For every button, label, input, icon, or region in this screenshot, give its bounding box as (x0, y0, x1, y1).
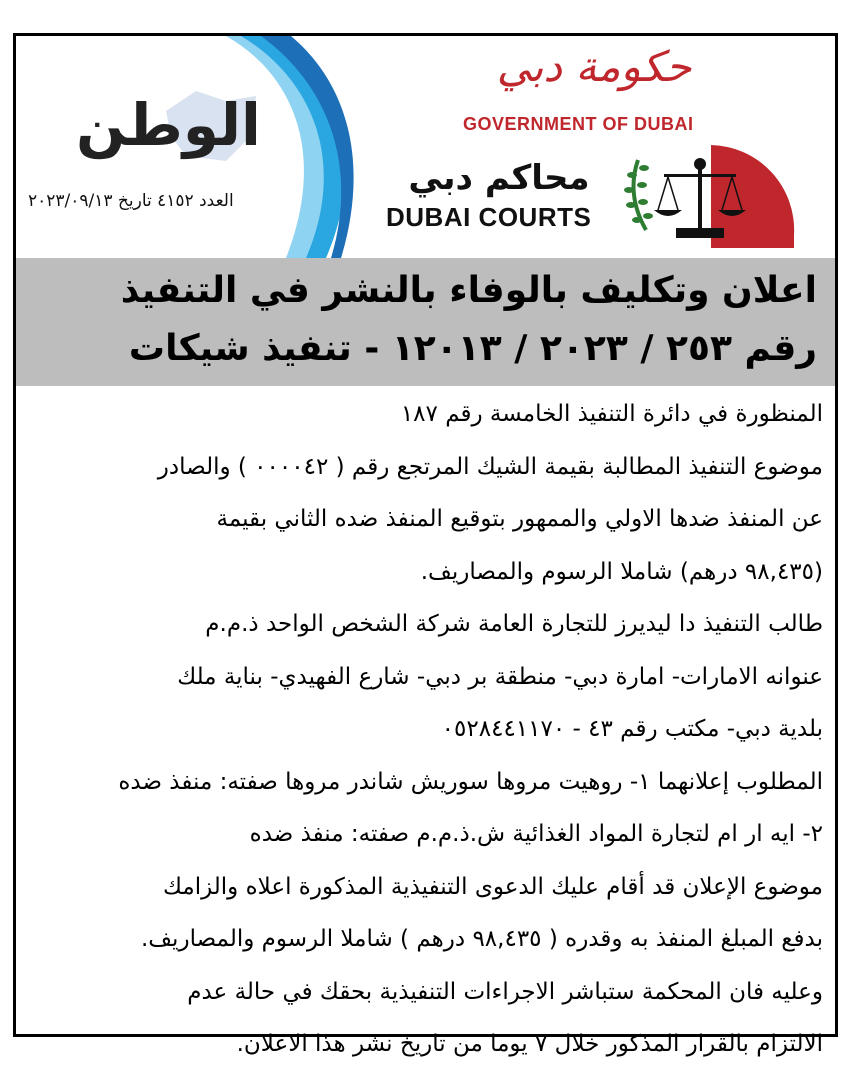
body-line: موضوع الإعلان قد أقام عليك الدعوى التنفيذية المذكورة اعلاه والزامك (162, 873, 823, 900)
newspaper-logo: الوطن (76, 91, 261, 159)
scales-of-justice-emblem-icon (616, 140, 796, 250)
courts-name-english: DUBAI COURTS (386, 202, 592, 232)
body-line: المطلوب إعلانهما ١- روهيت مروها سوريش شاندر مروها صفته: منفذ ضده (118, 768, 823, 795)
body-line: (٩٨,٤٣٥ درهم) شاملا الرسوم والمصاريف. (420, 558, 823, 585)
body-line: طالب التنفيذ دا ليديرز للتجارة العامة شركة الشخص الواحد ذ.م.م (205, 611, 823, 637)
body-line: موضوع التنفيذ المطالبة بقيمة الشيك المرتجع رقم ( ٠٠٠٠٤٢ ) والصادر (157, 453, 823, 480)
body-line: المنظورة في دائرة التنفيذ الخامسة رقم ١٨٧ (400, 401, 823, 427)
announcement-body (23, 388, 823, 1071)
body-line: الالتزام بالقرار المذكور خلال ٧ يوما من تاريخ نشر هذا الاعلان. (236, 1031, 823, 1057)
body-line: بلدية دبي- مكتب رقم ٤٣ - ٠٥٢٨٤٤١١٧٠ (441, 716, 823, 742)
body-line: وعليه فان المحكمة ستباشر الاجراءات التنفيذية بحقك في حالة عدم (187, 978, 823, 1005)
government-logo-english: GOVERNMENT OF DUBAI (463, 114, 694, 134)
body-line: بدفع المبلغ المنفذ به وقدره ( ٩٨,٤٣٥ درهم ) شاملا الرسوم والمصاريف. (140, 926, 823, 952)
courts-name-arabic: محاكم دبي (408, 158, 590, 198)
government-logo-arabic: حكومة دبي (496, 42, 692, 91)
announcement-frame (13, 33, 838, 1057)
body-line: عنوانه الامارات- امارة دبي- منطقة بر دبي- شارع الفهيدي- بناية ملك (177, 663, 823, 690)
body-line: عن المنفذ ضدها الاولي والممهور بتوقيع المنفذ ضده الثاني بقيمة (216, 506, 823, 532)
announcement-title: اعلان وتكليف بالوفاء بالنشر في التنفيذ (120, 270, 817, 311)
case-number-title: رقم ٢٥٣ / ٢٠٢٣ / ١٢٠١٣ - تنفيذ شيكات (128, 328, 817, 369)
issue-date-line: العدد ٤١٥٢ تاريخ ٢٠٢٣/٠٩/١٣ (28, 191, 234, 211)
header (16, 36, 835, 258)
body-line: ٢- ايه ار ام لتجارة المواد الغذائية ش.ذ.م.م صفته: منفذ ضده (249, 821, 823, 847)
